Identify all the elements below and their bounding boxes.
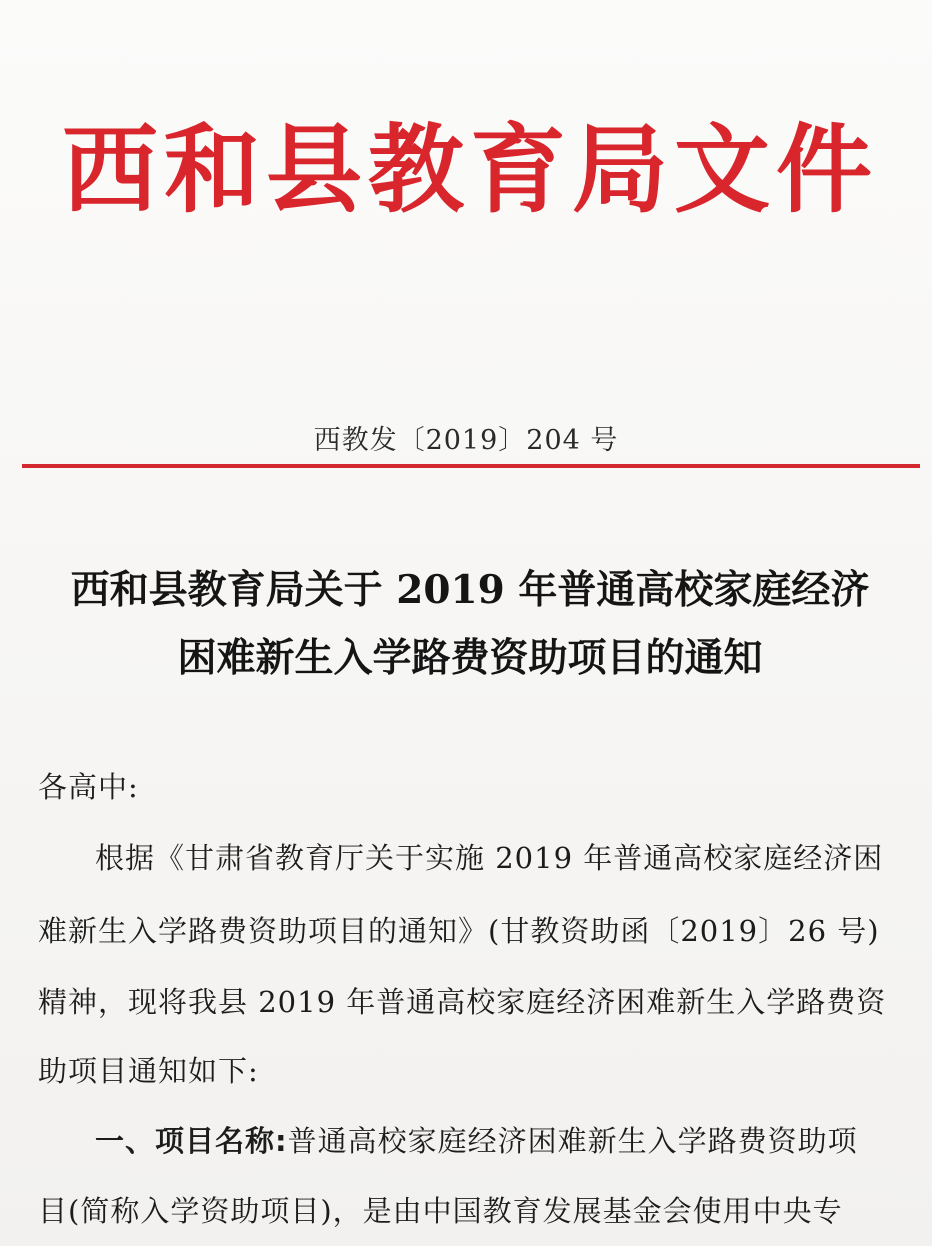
- document-title: [30, 556, 910, 692]
- section-1-text-line-1: 普通高校家庭经济困难新生入学路费资助项: [287, 1124, 858, 1158]
- header-red-rule: [22, 464, 920, 468]
- section-1-text-line-2: 目(简称入学资助项目)，是由中国教育发展基金会使用中央专: [38, 1194, 843, 1228]
- section-1-heading: 一、项目名称:: [95, 1124, 288, 1158]
- paragraph-1-line-4: 助项目通知如下:: [38, 1054, 259, 1088]
- salutation: 各高中:: [38, 770, 139, 804]
- document-title-line-1: 西和县教育局关于 2019 年普通高校家庭经济: [70, 567, 870, 613]
- issuing-authority-header: 西和县教育局文件: [62, 114, 878, 226]
- section-1-line-1: [95, 1119, 932, 1160]
- paragraph-1-line-2: 难新生入学路费资助项目的通知》(甘教资助函〔2019〕26 号): [38, 914, 880, 948]
- document-title-line-2: 困难新生入学路费资助项目的通知: [177, 635, 763, 681]
- paragraph-1-line-1: 根据《甘肃省教育厅关于实施 2019 年普通高校家庭经济困: [95, 841, 884, 875]
- paragraph-1-line-3: 精神，现将我县 2019 年普通高校家庭经济困难新生入学路费资: [38, 985, 887, 1019]
- document-number: 西教发〔2019〕204 号: [313, 425, 619, 456]
